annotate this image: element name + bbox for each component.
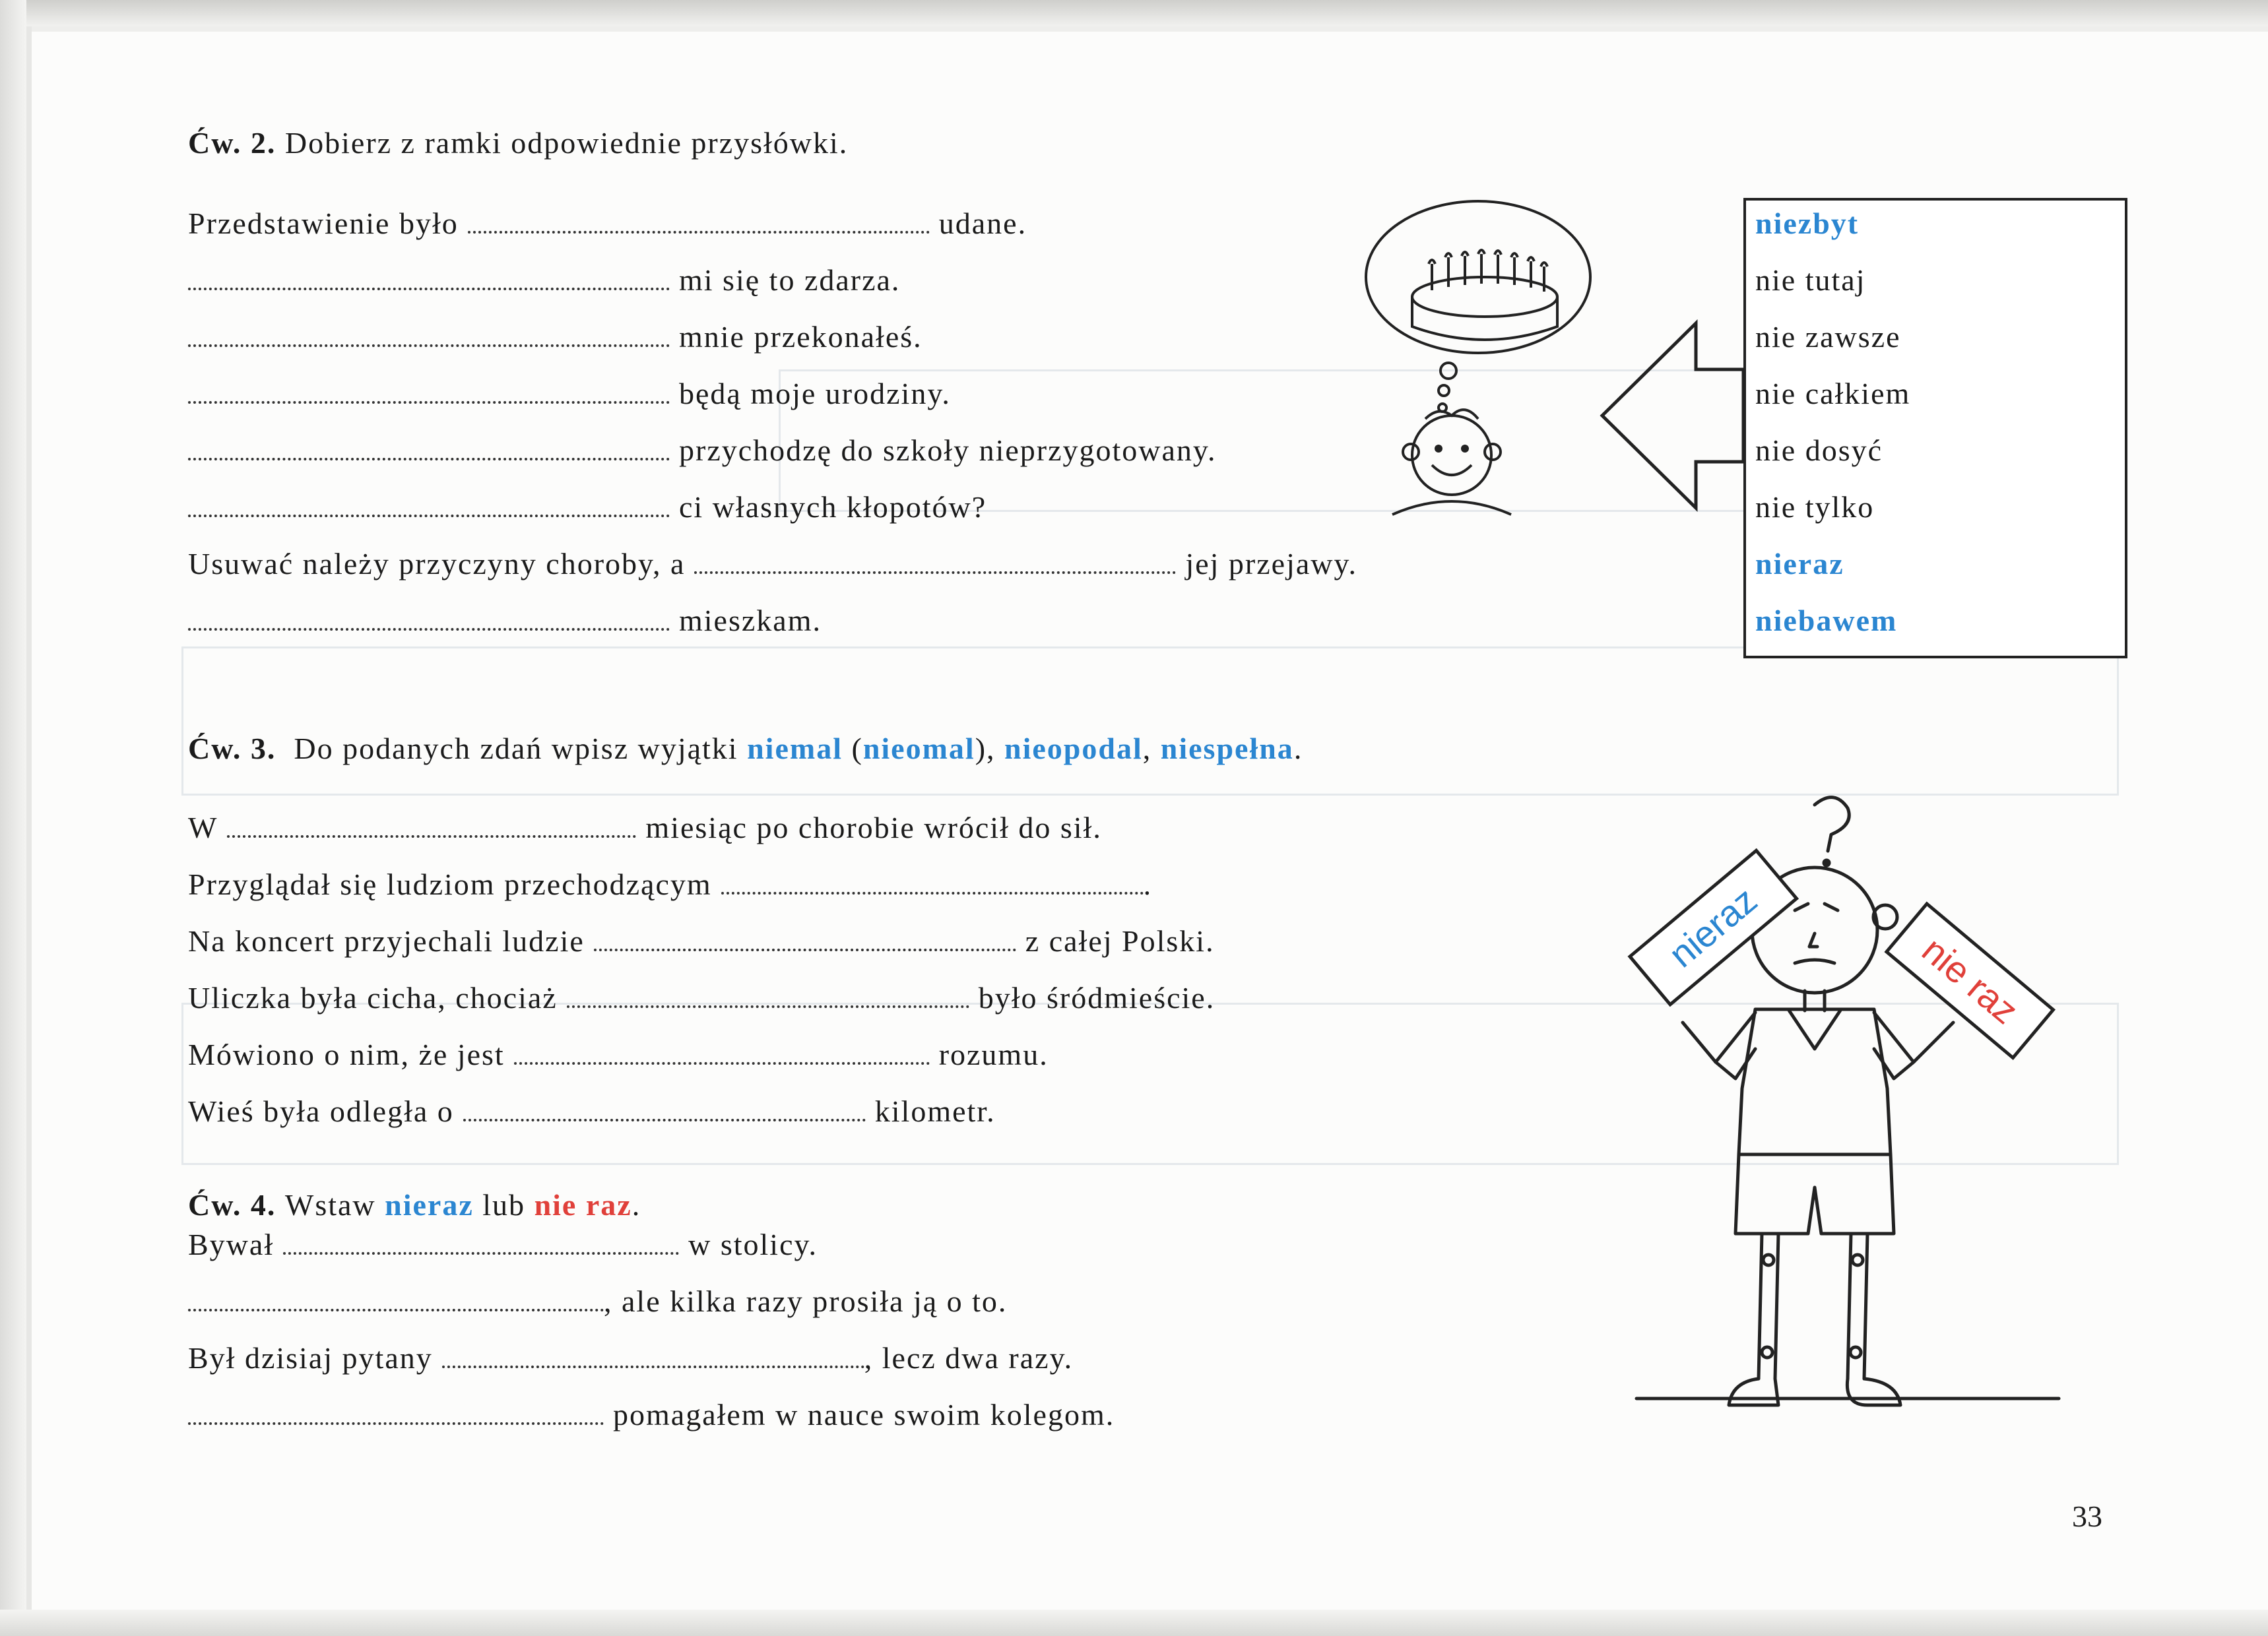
scan-bottom-edge	[0, 1610, 2268, 1636]
ex2-line-1: Przedstawienie było udane.	[188, 206, 1027, 240]
ex4-heading: Ćw. 4. Wstaw nieraz lub nie raz .	[188, 1188, 641, 1222]
word-box	[1743, 198, 2127, 658]
blank-field[interactable]	[188, 1304, 604, 1311]
blank-field[interactable]	[283, 1247, 679, 1255]
ex4-line-1: Bywał w stolicy.	[188, 1228, 818, 1261]
word-box-item: niezbyt	[1755, 206, 1860, 240]
blank-field[interactable]	[188, 1417, 604, 1425]
ex3-heading: Ćw. 3. Do podanych zdań wpisz wyjątki niemal ( nieomal ), nieopodal , niespełna .	[188, 732, 1303, 765]
page-number: 33	[2072, 1499, 2102, 1533]
blank-field[interactable]	[442, 1360, 864, 1368]
ex3-line-2: Przyglądał się ludziom przechodzącym .	[188, 867, 1153, 901]
bleed-through-box	[181, 646, 2119, 796]
word-box-item: nie tylko	[1755, 490, 1875, 524]
ex3-line-5: Mówiono o nim, że jest rozumu.	[188, 1038, 1049, 1071]
ex4-line-3: Był dzisiaj pytany , lecz dwa razy.	[188, 1341, 1074, 1375]
word-box-item: nie tutaj	[1755, 263, 1866, 297]
blank-field[interactable]	[468, 226, 930, 234]
blank-field[interactable]	[463, 1114, 866, 1121]
ex2-line-4: będą moje urodziny.	[188, 376, 951, 411]
ex2-heading: Ćw. 2. Dobierz z ramki odpowiednie przysłówki.	[188, 126, 849, 160]
scan-left-edge	[0, 0, 26, 1636]
sign-right-text: nie raz	[1914, 928, 2026, 1032]
blank-field[interactable]	[188, 509, 670, 517]
blank-field[interactable]	[721, 887, 1144, 895]
blank-field[interactable]	[227, 830, 636, 838]
blank-field[interactable]	[514, 1057, 930, 1065]
sign-left-text: nieraz	[1660, 879, 1765, 976]
blank-field[interactable]	[567, 1000, 969, 1008]
ex3-line-4: Uliczka była cicha, chociaż było śródmieście.	[188, 981, 1215, 1015]
ex3-line-1: W miesiąc po chorobie wrócił do sił.	[188, 811, 1102, 844]
ex4-line-2: , ale kilka razy prosiła ją o to.	[188, 1284, 1007, 1319]
ex2-line-2: mi się to zdarza.	[188, 263, 900, 298]
ex3-line-3: Na koncert przyjechali ludzie z całej Polski.	[188, 924, 1215, 958]
blank-field[interactable]	[188, 339, 670, 347]
blank-field[interactable]	[188, 453, 670, 460]
word-box-item: nie dosyć	[1755, 433, 1883, 467]
word-box-item: nieraz	[1755, 547, 1844, 581]
ex2-line-7: Usuwać należy przyczyny choroby, a jej przejawy.	[188, 547, 1358, 581]
scan-top-edge	[0, 0, 2268, 26]
boy-holding-signs-illustration	[1557, 785, 2112, 1418]
ex2-line-8: mieszkam.	[188, 603, 822, 638]
blank-field[interactable]	[594, 943, 1016, 951]
blank-field[interactable]	[188, 282, 670, 290]
word-box-item: niebawem	[1755, 604, 1898, 637]
ex2-line-6: ci własnych kłopotów?	[188, 489, 987, 524]
ex4-line-4: pomagałem w nauce swoim kolegom.	[188, 1397, 1115, 1432]
ex2-line-5: przychodzę do szkoły nieprzygotowany.	[188, 433, 1216, 468]
word-box-item: nie zawsze	[1755, 320, 1901, 354]
blank-field[interactable]	[694, 566, 1176, 574]
ex2-line-3: mnie przekonałeś.	[188, 319, 923, 354]
blank-field[interactable]	[188, 396, 670, 404]
arrow-left-icon	[1597, 317, 1749, 515]
blank-field[interactable]	[188, 623, 670, 631]
word-box-item: nie całkiem	[1755, 377, 1911, 410]
ex3-line-6: Wieś była odległa o kilometr.	[188, 1094, 996, 1128]
boy-dreaming-cake-illustration	[1346, 198, 1610, 541]
